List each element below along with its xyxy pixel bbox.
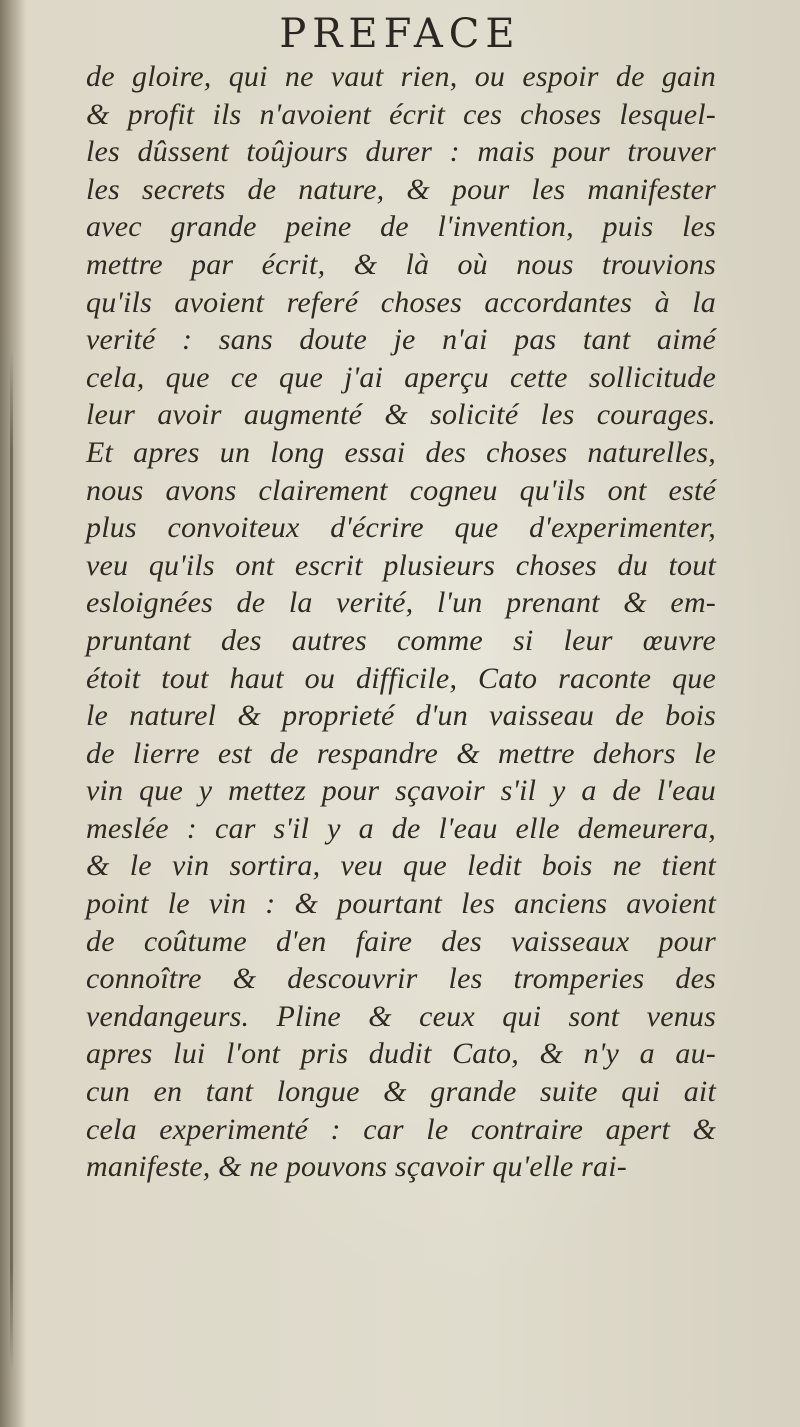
body-text (86, 58, 716, 1186)
text-line: de gloire, qui ne vaut rien, ou espoir de gain (86, 60, 716, 93)
text-line: les secrets de nature, & pour les manifester (86, 172, 716, 206)
text-line: plus convoiteux d'écrire que d'experimenter, (86, 511, 716, 545)
text-line: meslée : car s'il y a de l'eau elle demeurera, (86, 811, 716, 845)
text-line: & profit ils n'avoient écrit ces choses lesquel- (86, 97, 716, 131)
text-line: manifeste, & ne pouvons sçavoir qu'elle rai- (86, 1150, 627, 1184)
text-line: verité : sans doute je n'ai pas tant aimé (86, 323, 716, 357)
text-line: cela experimenté : car le contraire apert & (86, 1112, 716, 1146)
text-line: de lierre est de respandre & mettre dehors le (86, 736, 716, 770)
text-line: & le vin sortira, veu que ledit bois ne tient (86, 849, 716, 883)
running-header: PREFACE (279, 11, 521, 57)
binding-edge (10, 350, 13, 1370)
text-line: avec grande peine de l'invention, puis les (86, 210, 716, 244)
text-line: leur avoir augmenté & solicité les courages. (86, 398, 716, 432)
text-line: apres lui l'ont pris dudit Cato, & n'y a au- (86, 1037, 716, 1071)
text-line: Et apres un long essai des choses naturelles, (86, 435, 716, 469)
text-line: point le vin : & pourtant les anciens avoient (86, 887, 716, 921)
text-line: esloignées de la verité, l'un prenant & em- (86, 586, 716, 620)
text-line: cela, que ce que j'ai aperçu cette sollicitude (86, 360, 716, 394)
text-line: pruntant des autres comme si leur œuvre (86, 623, 716, 657)
text-line: cun en tant longue & grande suite qui ait (86, 1075, 716, 1109)
text-line: les dûssent toûjours durer : mais pour trouver (86, 135, 716, 169)
text-line: nous avons clairement cogneu qu'ils ont esté (86, 473, 716, 507)
text-line: qu'ils avoient referé choses accordantes à la (86, 285, 716, 319)
text-line: vin que y mettez pour sçavoir s'il y a de l'eau (86, 774, 716, 808)
text-line: connoître & descouvrir les tromperies des (86, 962, 716, 996)
text-line: vendangeurs. Pline & ceux qui sont venus (86, 999, 716, 1033)
gutter-shadow (0, 0, 26, 1427)
text-line: mettre par écrit, & là où nous trouvions (86, 247, 716, 281)
text-line: veu qu'ils ont escrit plusieurs choses du tout (86, 548, 716, 582)
text-line: de coûtume d'en faire des vaisseaux pour (86, 924, 716, 958)
text-line: étoit tout haut ou difficile, Cato raconte que (86, 661, 716, 695)
text-line: le naturel & proprieté d'un vaisseau de bois (86, 699, 716, 733)
